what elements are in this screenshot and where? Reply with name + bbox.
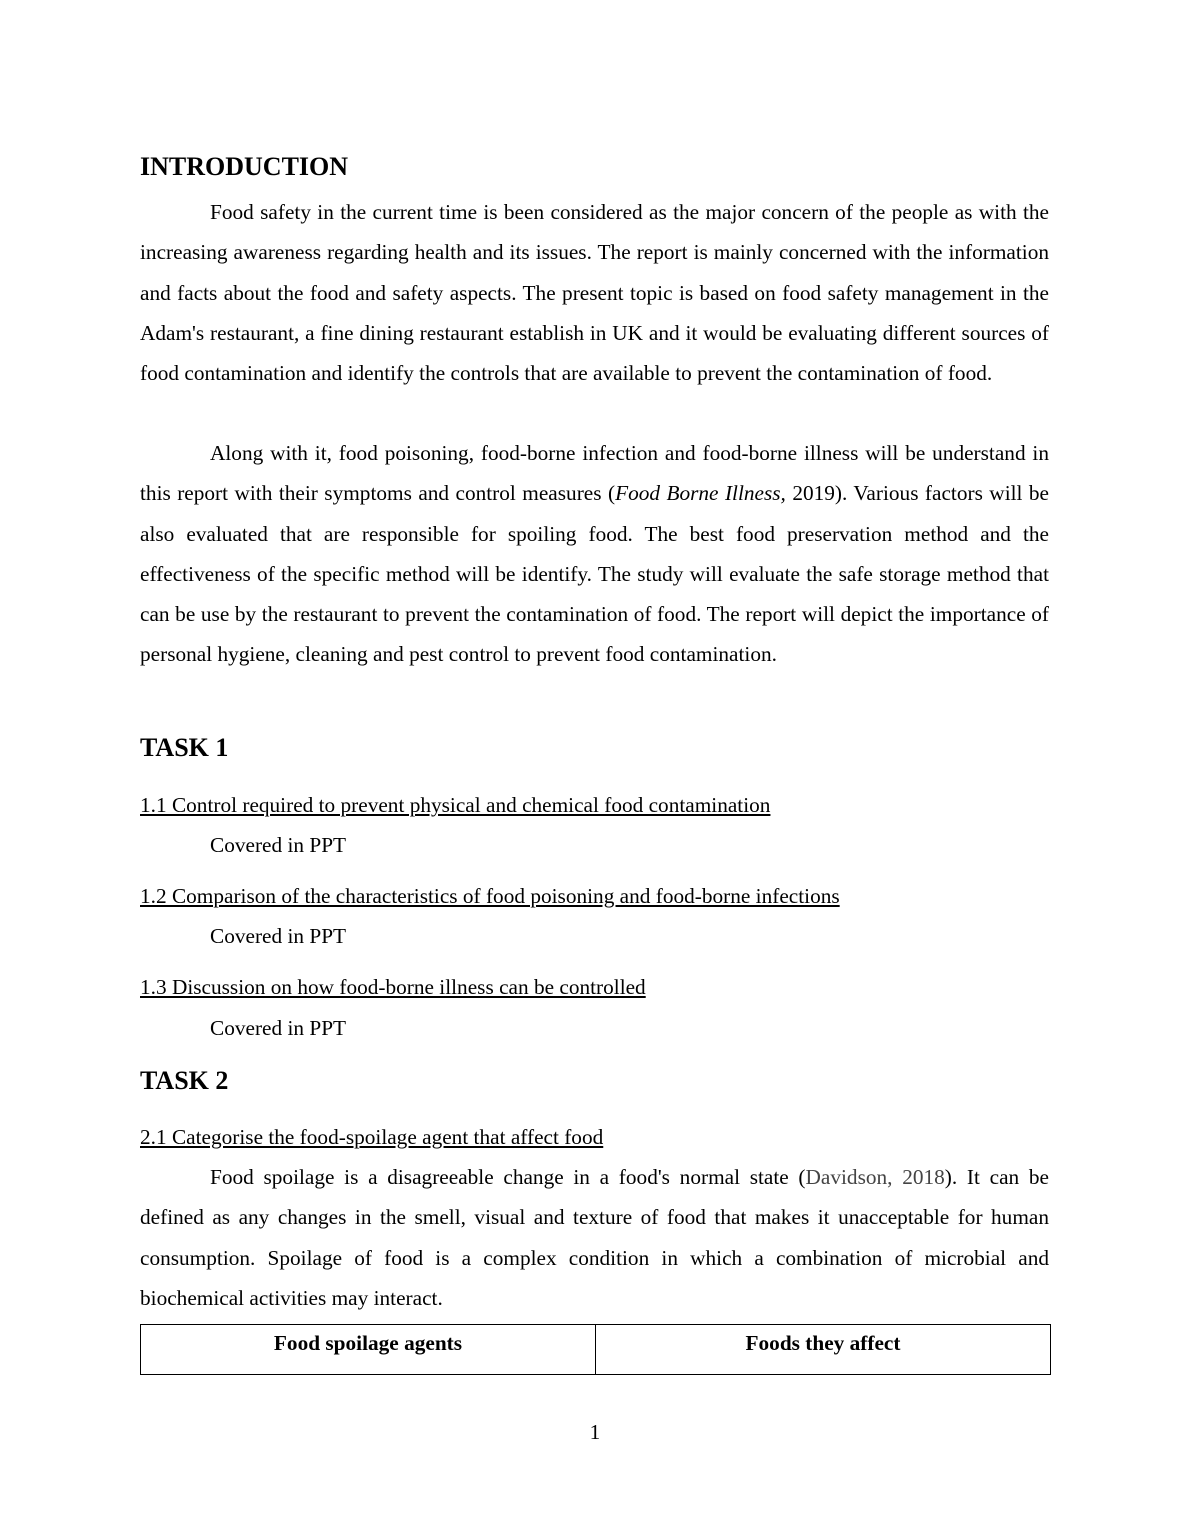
section-2-1-paragraph — [140, 1157, 1049, 1318]
section-1-2-body: Covered in PPT — [210, 924, 347, 948]
section-2-1-title: 2.1 Categorise the food-spoilage agent that affect food — [140, 1125, 604, 1149]
table-header-row — [141, 1325, 1051, 1375]
intro-p2-citation: Food Borne Illness, — [615, 481, 786, 506]
spoilage-text-b: ). It can be defined as any changes in the smell, visual and texture of food that makes it unacceptable for human consumption. Spoilage of food is a complex condition in which a combination of microbial and biochemical activities may interact. — [140, 1165, 1049, 1310]
spoilage-citation: Davidson, 2018 — [805, 1165, 945, 1189]
section-1-3-body: Covered in PPT — [210, 1016, 347, 1040]
header-foods-they-affect: Foods they affect — [596, 1325, 1051, 1375]
section-1-1-body: Covered in PPT — [210, 833, 347, 857]
section-1-1-title: 1.1 Control required to prevent physical and chemical food contamination — [140, 793, 771, 817]
spoilage-text-a: Food spoilage is a disagreeable change in a food's normal state ( — [210, 1165, 806, 1189]
section-1-2-title: 1.2 Comparison of the characteristics of food poisoning and food-borne infections — [140, 884, 840, 908]
introduction-heading: INTRODUCTION — [140, 152, 349, 181]
spoilage-table — [140, 1324, 1051, 1375]
page-number: 1 — [589, 1420, 601, 1444]
intro-paragraph-2 — [140, 433, 1049, 675]
intro-p2-text-b: 2019). Various factors will be also evaluated that are responsible for spoiling food. The best food preservation method and the effectiveness of the specific method will be identify. The study will evaluate the safe storage method that can be use by the restaurant to prevent the contamination of food. The report will depict the importance of personal hygiene, cleaning and pest control to prevent food contamination. — [140, 481, 1049, 667]
intro-p2-text-a: Along with it, food poisoning, food-borne infection and food-borne illness will be understand in this report with their symptoms and control measures ( — [140, 441, 1049, 506]
header-food-spoilage-agents: Food spoilage agents — [141, 1325, 596, 1375]
section-1-3-title: 1.3 Discussion on how food-borne illness can be controlled — [140, 975, 646, 999]
intro-paragraph-1: Food safety in the current time is been considered as the major concern of the people as with the increasing awareness regarding health and its issues. The report is mainly concerned with the information and facts about the food and safety aspects. The present topic is based on food safety management in the Adam's restaurant, a fine dining restaurant establish in UK and it would be evaluating different sources of food contamination and identify the controls that are available to prevent the contamination of food. — [140, 200, 1049, 386]
task2-heading: TASK 2 — [140, 1066, 229, 1095]
task1-heading: TASK 1 — [140, 733, 229, 762]
